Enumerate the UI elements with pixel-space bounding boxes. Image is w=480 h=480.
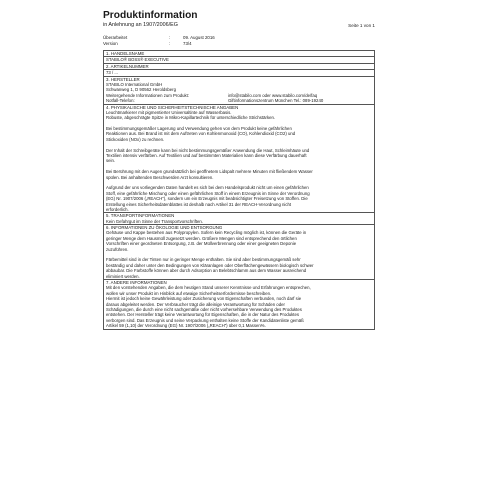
- document-page: [103, 10, 375, 330]
- section-other-info: [104, 279, 374, 329]
- body-line: Robuste, abgeschrägte Spitze in Mikro-Kapillartechnik für unterschiedliche Strichstärken.: [106, 115, 276, 121]
- body-line: eliminiert werden.: [106, 273, 140, 279]
- body-line: Bei bestimmungsgemäßer Lagerung und Verwendung gehen von dem Produkt keine gefährlichen: [106, 126, 292, 132]
- section-heading: 6. INFORMATIONEN ZU ÖKOLOGIE UND ENTSORGUNG: [106, 225, 223, 231]
- body-line: STABILO International GmbH: [106, 81, 163, 87]
- meta-row-version: [103, 41, 375, 47]
- body-line: beständig und daher unter den Bedingungen von Kläranlagen oder Oberflächengewässern biologisch schwer: [106, 262, 314, 268]
- section-article-number: [104, 63, 374, 76]
- body-line: Schwanweg 1, D 90562 Heroldsberg: [106, 87, 176, 93]
- body-line: Gehäuse und Kappe bestehen aus Polypropylen. Sofern kein Recycling möglich ist, können die Geräte in: [106, 230, 307, 236]
- body-line: (EG) Nr. 1907/2006 („REACH“), sondern um ein Erzeugnis mit beabsichtigter Freisetzung von Stoffen. Die: [106, 196, 308, 202]
- meta-sep: :: [169, 35, 171, 40]
- body-line: entstehen. Der Hersteller trägt keine Verantwortung für Eigenschaften, die in der Natur des Produktes: [106, 312, 299, 318]
- section-body: [104, 82, 374, 104]
- meta-sep: :: [169, 40, 171, 46]
- paragraph: [106, 185, 372, 212]
- body-line: spülen. Bei anhaltenden Beschwerden Arzt konsultieren.: [106, 174, 214, 180]
- product-info-link[interactable]: info@stabilo.com oder www.stabilo.com/de/faq: [228, 92, 318, 98]
- revision-meta: [103, 35, 375, 46]
- paragraph: [106, 148, 372, 164]
- section-ecology: [104, 224, 374, 279]
- paragraph: [106, 257, 372, 279]
- section-heading: 1. HANDELSNAME: [106, 51, 145, 57]
- paragraph: [106, 169, 372, 180]
- info-table: [103, 50, 375, 329]
- body-line: wollen wir unser Produkt im Hinblick auf etwaige Sicherheitserfordernisse beschreiben.: [106, 290, 272, 296]
- body-line: Textilien intensiv verfärben. Auf Textilien und auf bestimmten Materialien kann diese Verfärbung dauerhaft: [106, 153, 307, 159]
- body-line: Färbemittel sind in der Tinten nur in geringer Menge enthalten. Sie sind aber bestimmungsgemäß sehr: [106, 257, 301, 263]
- body-line: 73 / ...: [106, 70, 118, 76]
- body-line: Artikel 59 (1,10) der Verordnung (EG) Nr. 1907/2006 („REACH“) über 0,1 Massen%.: [106, 323, 266, 329]
- body-line: Leuchtmarkierer mit pigmentierter Universaltinte auf Wasserbasis.: [106, 109, 232, 115]
- meta-key: Überarbeitet: [103, 35, 128, 40]
- paragraph: [106, 110, 372, 121]
- body-line: erforderlich.: [106, 207, 129, 213]
- paragraph: [106, 230, 372, 252]
- body-line: zuzuführen.: [106, 246, 129, 252]
- body-line: Hiermit ist jedoch keine Gewährleistung oder Zusicherung von Eigenschaften verbunden, noch darf sie: [106, 296, 302, 302]
- body-line: Schädigungen, die durch eine nicht sachgemäße oder nicht vorhersehbare Verwendung des Produktes: [106, 307, 302, 313]
- section-heading: 2. ARTIKELNUMMER: [106, 63, 149, 69]
- document-subtitle: [103, 22, 375, 29]
- meta-key: Version: [103, 40, 118, 46]
- body-line: Stoff, eine gefährliche Mischung oder einen gefährlichen Stoff in einem Erzeugnis im Sinne der Verordnung: [106, 190, 310, 196]
- section-heading: 5. TRANSPORTINFORMATIONEN: [106, 213, 175, 219]
- body-line: STABILO® BOSS® EXECUTIVE: [106, 57, 169, 63]
- body-line: Mit den vorstehenden Angaben, die dem heutigen Stand unserer Kenntnisse und Erfahrungen entsprechen,: [106, 285, 311, 291]
- emergency-phone-value: Giftinformationszentrum München Tel.: 089-19240: [228, 98, 324, 104]
- section-transport: [104, 212, 374, 224]
- section-body: [104, 285, 374, 328]
- body-line: Der Inhalt der Schreibgeräte kann bei nicht bestimmungsgemäßer Anwendung die Haut, Schleimhäute und: [106, 147, 310, 153]
- section-physical-safety: [104, 104, 374, 213]
- body-line: Vorschriften einer geordneten Entsorgung, z.B. der Müllverbrennung oder einer geeigneten Deponie: [106, 241, 297, 247]
- emergency-phone-label: Notfall-Telefon:: [106, 98, 135, 104]
- body-line: Stickoxiden (NOx) zu rechnen.: [106, 136, 165, 142]
- body-line: Kein Gefahrgut im Sinne der Transportvorschriften.: [106, 218, 203, 224]
- section-heading: 3. HERSTELLER: [106, 76, 140, 82]
- product-info-label: Weitergehende Informationen zum Produkt:: [106, 92, 190, 98]
- body-line: Bei Berührung mit den Augen grundsätzlich bei geöffnetem Lidspalt mehrere Minuten mit fließendem Wasser: [106, 169, 313, 175]
- document-title: Produktinformation: [103, 10, 198, 21]
- page-number: Seite 1 von 1: [348, 23, 375, 28]
- meta-value: 09. August 2016: [183, 35, 215, 40]
- section-body: [104, 110, 374, 213]
- section-heading: 7. ANDERE INFORMATIONEN: [106, 280, 167, 286]
- body-line: daraus abgeleitet werden. Der Verbraucher trägt die alleinige Verantwortung für Schäden oder: [106, 301, 285, 307]
- meta-value: 73/4: [183, 40, 192, 46]
- body-line: sein.: [106, 158, 116, 164]
- body-line: Reaktionen aus. Bei Brand ist mit dem Auftreten von Kohlenmonoxid (CO), Kohlendioxid (CO2) und: [106, 131, 296, 137]
- paragraph: [106, 126, 372, 142]
- body-line: Erstellung eines Sicherheitsdatenblattes ist deshalb nach Artikel 31 der REACH-Verordnung nicht: [106, 201, 292, 207]
- subtitle-text: in Anlehnung an 1907/2006/EG: [103, 22, 178, 28]
- section-heading: 4. PHYSIKALISCHE UND SICHERHEITSTECHNISCHE ANGABEN: [106, 104, 239, 110]
- body-line: verborgen sind. Das Erzeugnis und seine Verpackung enthalten keine Stoffe der Kandidatenliste gemäß: [106, 317, 304, 323]
- section-manufacturer: [104, 76, 374, 104]
- section-trade-name: [104, 51, 374, 63]
- section-body: [104, 230, 374, 279]
- body-line: geringer Menge dem Hausmüll zugesetzt werden. Größere Mengen sind entsprechend den örtlichen: [106, 235, 297, 241]
- body-line: Aufgrund der uns vorliegenden Daten handelt es sich bei dem Handelsprodukt nicht um einen gefährlichen: [106, 185, 309, 191]
- body-line: abbaubar. Die Farbstoffe können aber durch Adsorption an Belebtschlamm aus dem Wasser ausreichend: [106, 268, 307, 274]
